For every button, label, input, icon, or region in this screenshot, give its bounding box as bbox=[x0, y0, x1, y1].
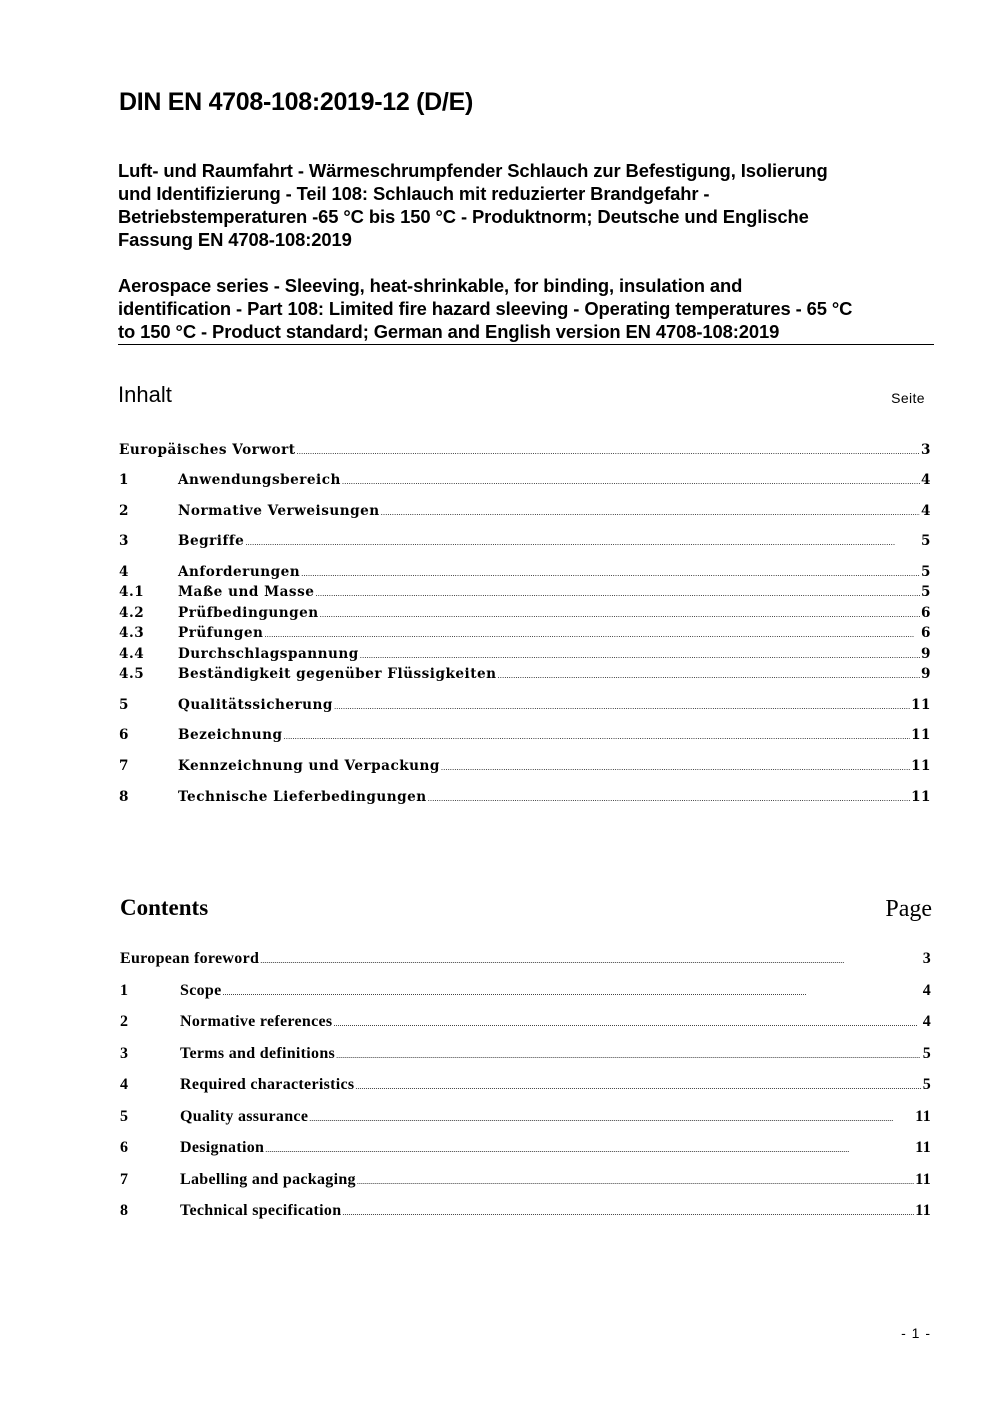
toc-entry-number: 4.1 bbox=[119, 584, 145, 600]
toc-entry-label: Anwendungsbereich bbox=[178, 472, 341, 488]
toc-entry-page: 11 bbox=[911, 789, 931, 805]
toc-de-entry-4-1[interactable] bbox=[119, 584, 931, 600]
toc-entry-number: 7 bbox=[119, 758, 129, 774]
toc-entry-number: 8 bbox=[119, 789, 129, 805]
toc-entry-label: Normative references bbox=[180, 1013, 333, 1030]
toc-leader bbox=[333, 1019, 921, 1028]
toc-de-entry-6[interactable] bbox=[119, 727, 931, 743]
toc-entry-page: 6 bbox=[921, 605, 931, 621]
toc-leader bbox=[301, 570, 920, 578]
toc-entry-page: 11 bbox=[911, 697, 931, 713]
toc-entry-number: 1 bbox=[120, 982, 129, 999]
toc-entry-number: 4.2 bbox=[119, 605, 145, 621]
toc-de-entry-4-5[interactable] bbox=[119, 666, 931, 682]
toc-entry-label: Designation bbox=[180, 1139, 265, 1156]
toc-leader bbox=[355, 1082, 921, 1091]
toc-entry-label: Kennzeichnung und Verpackung bbox=[178, 758, 440, 774]
german-title-line: Fassung EN 4708-108:2019 bbox=[118, 229, 352, 250]
toc-entry-page: 11 bbox=[915, 1171, 931, 1188]
toc-entry-page: 5 bbox=[922, 1076, 931, 1093]
toc-entry-label: Prüfungen bbox=[178, 625, 264, 641]
toc-leader bbox=[223, 988, 922, 997]
toc-en-entry-4[interactable] bbox=[120, 1076, 931, 1094]
toc-leader bbox=[336, 1051, 922, 1060]
toc-entry-label: Required characteristics bbox=[180, 1076, 355, 1093]
document-title: DIN EN 4708-108:2019-12 (D/E) bbox=[119, 88, 473, 116]
toc-entry-page: 11 bbox=[915, 1139, 931, 1156]
toc-en-entry-7[interactable] bbox=[120, 1171, 931, 1189]
toc-en-heading: Contents bbox=[120, 895, 209, 920]
toc-en-entry-2[interactable] bbox=[120, 1013, 931, 1031]
toc-entry-page: 5 bbox=[921, 564, 931, 580]
toc-entry-page: 6 bbox=[921, 625, 931, 641]
toc-leader bbox=[381, 509, 920, 517]
toc-entry-label: Anforderungen bbox=[178, 564, 301, 580]
toc-leader bbox=[264, 631, 920, 639]
toc-en-entry-8[interactable] bbox=[120, 1202, 931, 1220]
toc-leader bbox=[441, 764, 910, 772]
toc-entry-page: 9 bbox=[921, 666, 931, 682]
toc-de-entry-1[interactable] bbox=[119, 472, 931, 488]
toc-de-entry-4-4[interactable] bbox=[119, 646, 931, 662]
toc-entry-number: 4.3 bbox=[119, 625, 145, 641]
toc-entry-page: 4 bbox=[922, 1013, 931, 1030]
toc-entry-label: Qualitätssicherung bbox=[178, 697, 333, 713]
toc-leader bbox=[428, 795, 910, 803]
toc-entry-page: 5 bbox=[921, 584, 931, 600]
toc-entry-page: 4 bbox=[922, 982, 931, 999]
toc-leader bbox=[360, 652, 920, 660]
toc-entry-number: 1 bbox=[119, 472, 129, 488]
toc-entry-number: 5 bbox=[120, 1108, 129, 1125]
english-title-line: to 150 °C - Product standard; German and English version EN 4708-108:2019 bbox=[118, 321, 780, 342]
toc-entry-label: European foreword bbox=[120, 950, 260, 967]
toc-entry-label: Normative Verweisungen bbox=[178, 503, 380, 519]
toc-entry-page: 11 bbox=[915, 1108, 931, 1125]
toc-entry-number: 2 bbox=[119, 503, 129, 519]
toc-de-entry-2[interactable] bbox=[119, 503, 931, 519]
toc-entry-label: Begriffe bbox=[178, 533, 245, 549]
toc-entry-page: 11 bbox=[911, 758, 931, 774]
german-title-line: Betriebstemperaturen -65 °C bis 150 °C - Produktnorm; Deutsche und Englische bbox=[118, 206, 809, 227]
toc-entry-label: Maße und Masse bbox=[178, 584, 315, 600]
toc-entry-number: 3 bbox=[120, 1045, 129, 1062]
toc-entry-page: 9 bbox=[921, 646, 931, 662]
toc-entry-number: 8 bbox=[120, 1202, 129, 1219]
toc-entry-page: 4 bbox=[921, 503, 931, 519]
toc-de-entry-4-2[interactable] bbox=[119, 605, 931, 621]
toc-entry-page: 3 bbox=[922, 950, 931, 967]
toc-leader bbox=[342, 1208, 914, 1217]
toc-entry-label: Quality assurance bbox=[180, 1108, 309, 1125]
toc-en-entry-5[interactable] bbox=[120, 1108, 931, 1126]
toc-entry-page: 4 bbox=[921, 472, 931, 488]
toc-leader bbox=[342, 478, 920, 486]
toc-entry-number: 2 bbox=[120, 1013, 129, 1030]
header-divider bbox=[118, 344, 934, 345]
toc-entry-label: Technical specification bbox=[180, 1202, 342, 1219]
toc-entry-page: 11 bbox=[911, 727, 931, 743]
toc-entry-label: Terms and definitions bbox=[180, 1045, 336, 1062]
toc-en-entry-foreword[interactable] bbox=[120, 950, 931, 968]
toc-leader bbox=[245, 539, 920, 547]
german-title-line: Luft- und Raumfahrt - Wärmeschrumpfender Schlauch zur Befestigung, Isolierung bbox=[118, 160, 828, 181]
toc-entry-label: Labelling and packaging bbox=[180, 1171, 356, 1188]
toc-entry-page: 5 bbox=[921, 533, 931, 549]
toc-entry-number: 7 bbox=[120, 1171, 129, 1188]
toc-en-entry-3[interactable] bbox=[120, 1045, 931, 1063]
toc-entry-label: Prüfbedingungen bbox=[178, 605, 319, 621]
toc-leader bbox=[265, 1145, 914, 1154]
toc-entry-page: 5 bbox=[922, 1045, 931, 1062]
toc-de-entry-4[interactable] bbox=[119, 564, 931, 580]
toc-entry-number: 6 bbox=[120, 1139, 129, 1156]
toc-entry-number: 4 bbox=[119, 564, 129, 580]
toc-de-heading: Inhalt bbox=[118, 382, 172, 407]
toc-entry-page: 11 bbox=[915, 1202, 931, 1219]
toc-en-entry-6[interactable] bbox=[120, 1139, 931, 1157]
toc-entry-label: Scope bbox=[180, 982, 222, 999]
toc-de-entry-3[interactable] bbox=[119, 533, 931, 549]
toc-leader bbox=[315, 590, 920, 598]
toc-leader bbox=[284, 733, 911, 741]
toc-de-entry-7[interactable] bbox=[119, 758, 931, 774]
toc-leader bbox=[297, 448, 920, 456]
toc-entry-number: 4 bbox=[120, 1076, 129, 1093]
toc-leader bbox=[309, 1114, 914, 1123]
toc-de-entry-5[interactable] bbox=[119, 697, 931, 713]
toc-entry-label: Europäisches Vorwort bbox=[119, 442, 296, 458]
toc-de-entry-foreword[interactable] bbox=[119, 442, 931, 458]
toc-entry-label: Durchschlagspannung bbox=[178, 646, 359, 662]
toc-entry-number: 4.5 bbox=[119, 666, 145, 682]
toc-entry-label: Bezeichnung bbox=[178, 727, 283, 743]
english-title-block bbox=[118, 274, 938, 343]
toc-entry-label: Technische Lieferbedingungen bbox=[178, 789, 427, 805]
toc-entry-number: 4.4 bbox=[119, 646, 145, 662]
english-title-line: identification - Part 108: Limited fire hazard sleeving - Operating temperatures - 65 °C bbox=[118, 298, 853, 319]
toc-entry-label: Beständigkeit gegenüber Flüssigkeiten bbox=[178, 666, 497, 682]
toc-entry-number: 3 bbox=[119, 533, 129, 549]
page-number: - 1 - bbox=[901, 1325, 931, 1341]
toc-de-page-label: Seite bbox=[891, 390, 925, 406]
toc-en-entry-1[interactable] bbox=[120, 982, 931, 1000]
toc-de-entry-8[interactable] bbox=[119, 789, 931, 805]
toc-leader bbox=[334, 703, 910, 711]
toc-en-page-label: Page bbox=[885, 896, 932, 922]
english-title-line: Aerospace series - Sleeving, heat-shrinkable, for binding, insulation and bbox=[118, 275, 743, 296]
toc-leader bbox=[260, 956, 922, 965]
toc-entry-page: 3 bbox=[921, 442, 931, 458]
toc-entry-number: 6 bbox=[119, 727, 129, 743]
toc-de-entry-4-3[interactable] bbox=[119, 625, 931, 641]
german-title-line: und Identifizierung - Teil 108: Schlauch mit reduzierter Brandgefahr - bbox=[118, 183, 710, 204]
toc-entry-number: 5 bbox=[119, 697, 129, 713]
toc-leader bbox=[357, 1177, 914, 1186]
toc-leader bbox=[498, 672, 921, 680]
toc-leader bbox=[320, 611, 920, 619]
german-title-block bbox=[118, 159, 938, 251]
